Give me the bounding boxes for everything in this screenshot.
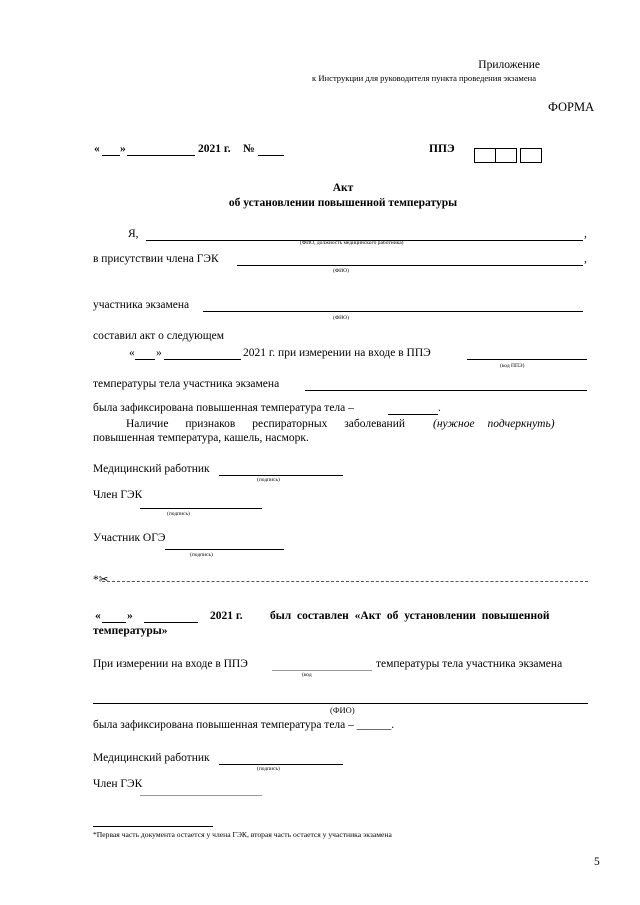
appendix-subtitle: к Инструкции для руководителя пункта проведения экзамена [312,73,537,83]
ppe-label: ППЭ [429,143,455,155]
medic-signature-line[interactable] [219,475,343,476]
slip-temp-recorded: была зафиксирована повышенная температура тела – ______. [93,719,395,731]
gek-member-label: Член ГЭК [93,489,143,501]
participant-name-line[interactable] [203,311,583,312]
scissors-icon: *✂ [93,574,109,586]
oge-label: Участник ОГЭ [93,532,166,544]
gek-member-caption: (подпись) [167,511,190,517]
slip-year: 2021 г. [210,610,243,622]
slip-quote-close: » [127,610,133,622]
signs-note: (нужное подчеркнуть) [433,418,555,430]
ppe-code-line[interactable] [467,359,587,360]
slip-gek-signature-line[interactable] [140,795,262,796]
top-date-open: « [94,143,100,155]
gek-caption: (ФИО) [333,268,349,274]
signs-rest: повышенная температура, кашель, насморк. [93,432,309,444]
oge-caption: (подпись) [190,552,213,558]
ppe-code-box-1[interactable] [474,148,496,163]
slip-code-caption: (код [302,672,312,678]
slip-measure-label: При измерении на входе в ППЭ [93,658,248,670]
ppe-code-box-2[interactable] [495,148,517,163]
slip-medic-label: Медицинский работник [93,752,210,764]
i-caption: (ФИО, должность медицинского работника) [300,240,404,246]
medic-label: Медицинский работник [93,463,210,475]
temp-line[interactable] [305,390,587,391]
medic-caption: (подпись) [257,477,280,483]
composed-text: составил акт о следующем [93,330,225,342]
signs-line: Наличие признаков респираторных заболеваний [126,418,406,430]
slip-gek-member-label: Член ГЭК [93,778,143,790]
temp-recorded: была зафиксирована повышенная температура тела – [93,402,354,414]
oge-signature-line[interactable] [165,549,284,550]
gek-member-signature-line[interactable] [140,508,262,509]
ppe-code-box-3[interactable] [520,148,542,163]
footnote: *Первая часть документа остается у члена ГЭК, вторая часть остается у участника экзамена [93,830,392,839]
page-number: 5 [594,856,600,868]
cut-line [102,581,588,582]
slip-quote-open: « [95,610,101,622]
slip-medic-caption: (подпись) [257,766,280,772]
slip-composed-2: температуры» [93,625,168,637]
slip-fio-line[interactable] [93,703,588,704]
date-day-line[interactable] [135,359,155,360]
slip-fio-caption: (ФИО) [330,705,355,715]
top-number-sign: № [243,143,255,155]
temp-label: температуры тела участника экзамена [93,378,280,390]
temp-value-line[interactable] [388,414,438,415]
participant-caption: (ФИО) [333,315,349,321]
top-year: 2021 г. [198,143,231,155]
date-open: « [129,347,135,359]
top-date-close: » [120,143,126,155]
date-close: » [156,347,162,359]
footnote-separator [93,826,213,827]
participant-label: участника экзамена [93,299,190,311]
slip-measure-rest: температуры тела участника экзамена [376,658,563,670]
slip-code-line[interactable] [272,670,372,671]
gek-label: в присутствии члена ГЭК [93,253,219,265]
i-label: Я, [128,228,139,240]
slip-composed: был составлен «Акт об установлении повышенной [270,610,550,622]
appendix-title: Приложение [478,59,540,71]
slip-medic-signature-line[interactable] [219,764,343,765]
form-label: ФОРМА [548,100,595,114]
doc-title: Акт [332,182,354,194]
doc-subtitle: об установлении повышенной температуры [228,197,458,209]
date-year-text: 2021 г. при измерении на входе в ППЭ [243,347,431,359]
date-month-line[interactable] [164,359,241,360]
gek-name-line[interactable] [237,265,583,266]
ppe-code-caption: (код ППЭ) [500,363,525,369]
